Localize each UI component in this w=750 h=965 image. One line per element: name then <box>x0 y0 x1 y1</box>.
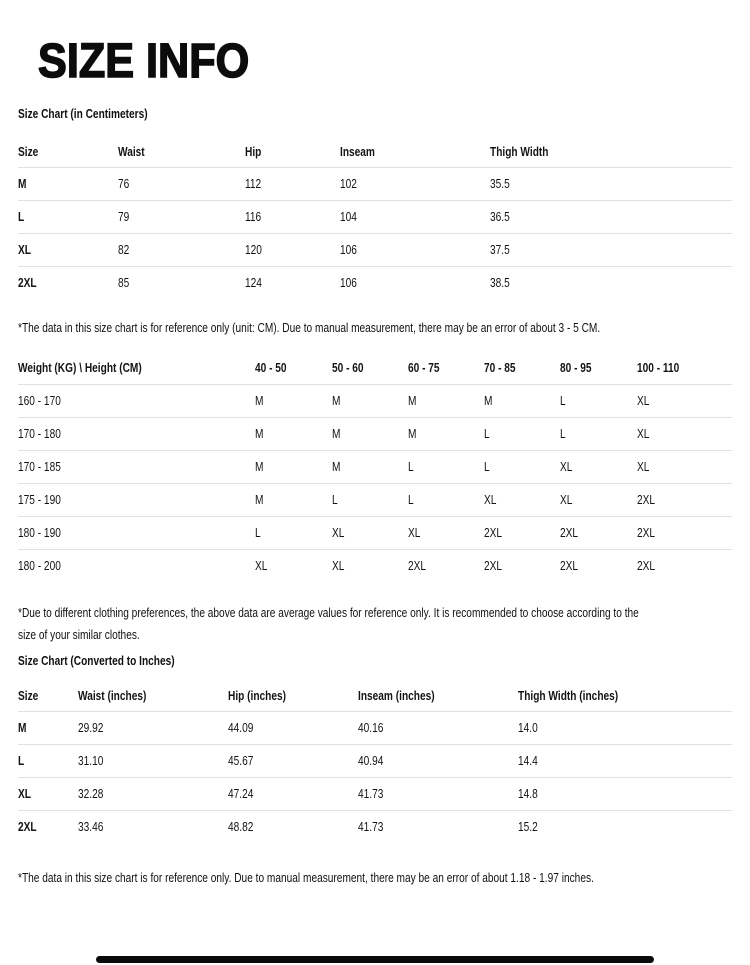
cell <box>484 450 560 483</box>
row-label-text: 160 - 170 <box>18 393 61 408</box>
cell <box>637 549 732 582</box>
cell <box>408 417 484 450</box>
cell <box>484 384 560 417</box>
header-row <box>18 137 732 167</box>
cell <box>78 777 228 810</box>
cell-text: 2XL <box>484 558 503 574</box>
cell-text: 44.09 <box>228 720 254 735</box>
cell-text: XL <box>637 459 650 474</box>
cell-text: L <box>255 525 261 540</box>
cell-text: M <box>255 393 264 408</box>
cell-text: 104 <box>340 209 357 224</box>
table-row <box>18 744 732 777</box>
cell <box>255 549 332 582</box>
cell-text: XL <box>637 426 650 441</box>
cell <box>118 167 245 200</box>
row-label-text: 2XL <box>18 275 37 291</box>
cell <box>340 167 490 200</box>
cell-text: 2XL <box>560 525 579 540</box>
cell-text: 33.46 <box>78 819 104 835</box>
cell <box>228 810 358 843</box>
cell <box>518 711 732 744</box>
row-label <box>18 233 118 266</box>
weight-height-note-line2: size of your similar clothes. <box>18 627 140 642</box>
row-label <box>18 810 78 843</box>
column-header <box>245 137 340 167</box>
column-header-text: 40 - 50 <box>255 359 287 375</box>
table-row <box>18 384 732 417</box>
column-header <box>518 681 732 711</box>
cell-text: M <box>255 426 264 441</box>
cell <box>332 549 408 582</box>
cell <box>255 384 332 417</box>
table-row <box>18 516 732 549</box>
cm-chart-note <box>18 317 732 339</box>
cell-text: 2XL <box>560 558 579 574</box>
cell <box>637 384 732 417</box>
cell <box>560 483 637 516</box>
column-header <box>18 351 255 384</box>
cell-text: 47.24 <box>228 786 254 801</box>
cm-chart-heading-text: Size Chart (in Centimeters) <box>18 106 148 121</box>
cell-text: L <box>408 459 414 474</box>
cell <box>340 200 490 233</box>
cell <box>245 167 340 200</box>
row-label <box>18 167 118 200</box>
cell-text: 14.4 <box>518 753 538 768</box>
cm-size-table <box>18 137 732 299</box>
cell-text: L <box>484 426 490 441</box>
cell-text: 40.16 <box>358 720 384 735</box>
cell-text: XL <box>560 459 573 474</box>
table-row <box>18 810 732 843</box>
cell <box>332 516 408 549</box>
column-header <box>78 681 228 711</box>
cell <box>490 200 732 233</box>
column-header <box>490 137 732 167</box>
cell <box>408 483 484 516</box>
cell <box>255 516 332 549</box>
cell-text: M <box>255 459 264 474</box>
row-label-text: M <box>18 176 27 191</box>
cell <box>560 417 637 450</box>
cell-text: XL <box>637 393 650 408</box>
cell <box>228 711 358 744</box>
cell <box>118 233 245 266</box>
row-label-text: 175 - 190 <box>18 492 61 507</box>
column-header-text: Thigh Width (inches) <box>518 688 619 704</box>
cell <box>255 483 332 516</box>
cell-text: L <box>332 492 338 507</box>
row-label <box>18 516 255 549</box>
cell-text: 124 <box>245 275 262 291</box>
cell-text: XL <box>484 492 497 507</box>
cell-text: L <box>484 459 490 474</box>
row-label-text: 170 - 180 <box>18 426 61 441</box>
row-label-text: XL <box>18 242 31 257</box>
weight-height-note-line1: *Due to different clothing preferences, the above data are average values for reference only. It is recommended to choose according to the <box>18 605 639 620</box>
row-label <box>18 744 78 777</box>
header-row <box>18 351 732 384</box>
cell-text: 102 <box>340 176 357 191</box>
cell-text: 29.92 <box>78 720 104 735</box>
cm-chart-note-text: *The data in this size chart is for reference only (unit: CM). Due to manual measurement, there may be an error of about 3 - 5 CM. <box>18 320 601 335</box>
cell-text: 2XL <box>408 558 427 574</box>
row-label <box>18 384 255 417</box>
cell-text: 85 <box>118 275 130 291</box>
cell <box>408 516 484 549</box>
table-row <box>18 450 732 483</box>
row-label-text: L <box>18 753 25 768</box>
cell <box>340 233 490 266</box>
cell <box>245 266 340 299</box>
cell <box>228 744 358 777</box>
inches-size-table <box>18 681 732 843</box>
column-header-text: Size <box>18 144 39 160</box>
column-header-text: Size <box>18 688 39 704</box>
table-row <box>18 483 732 516</box>
cell-text: XL <box>560 492 573 507</box>
row-label <box>18 777 78 810</box>
cell <box>518 744 732 777</box>
column-header <box>332 351 408 384</box>
cell-text: 31.10 <box>78 753 104 768</box>
column-header-text: Waist <box>118 144 145 160</box>
column-header-text: 60 - 75 <box>408 359 440 375</box>
row-label-text: 180 - 200 <box>18 558 61 574</box>
cell <box>484 417 560 450</box>
cell <box>332 417 408 450</box>
cell <box>228 777 358 810</box>
column-header-text: Waist (inches) <box>78 688 147 704</box>
cell-text: M <box>255 492 264 507</box>
cell-text: 40.94 <box>358 753 384 768</box>
cell-text: 48.82 <box>228 819 254 835</box>
cell-text: 79 <box>118 209 130 224</box>
cell-text: 36.5 <box>490 209 510 224</box>
table-row <box>18 167 732 200</box>
cell <box>118 200 245 233</box>
column-header <box>637 351 732 384</box>
cell <box>560 450 637 483</box>
table-row <box>18 549 732 582</box>
column-header <box>255 351 332 384</box>
cell-text: 15.2 <box>518 819 538 835</box>
table-row <box>18 200 732 233</box>
cell <box>78 744 228 777</box>
row-label-text: 180 - 190 <box>18 525 61 540</box>
column-header <box>18 681 78 711</box>
cell <box>358 810 518 843</box>
column-header-text: Hip (inches) <box>228 688 287 704</box>
cell <box>78 711 228 744</box>
cell-text: 14.0 <box>518 720 538 735</box>
inches-chart-heading <box>18 653 732 669</box>
cell-text: 116 <box>245 209 262 224</box>
cell-text: 41.73 <box>358 819 384 835</box>
header-row <box>18 681 732 711</box>
column-header <box>484 351 560 384</box>
column-header-text: Thigh Width <box>490 144 549 160</box>
row-label <box>18 417 255 450</box>
column-header-text: 100 - 110 <box>637 359 680 375</box>
cell <box>560 549 637 582</box>
column-header-text: Weight (KG) \ Height (CM) <box>18 359 142 375</box>
cell-text: 76 <box>118 176 130 191</box>
cell-text: 112 <box>245 176 262 191</box>
page-title-text: SIZE INFO <box>38 35 250 88</box>
cm-chart-heading <box>18 106 732 122</box>
cell-text: 82 <box>118 242 130 257</box>
page-title <box>38 35 732 88</box>
inches-chart-heading-text: Size Chart (Converted to Inches) <box>18 653 175 668</box>
column-header <box>340 137 490 167</box>
row-label <box>18 711 78 744</box>
column-header-text: Hip <box>245 144 262 160</box>
cell <box>484 516 560 549</box>
row-label-text: M <box>18 720 27 735</box>
row-label-text: L <box>18 209 25 224</box>
cell-text: XL <box>255 558 268 574</box>
cell <box>358 711 518 744</box>
row-label <box>18 450 255 483</box>
cell-text: L <box>408 492 414 507</box>
size-info-page <box>0 35 750 889</box>
table-row <box>18 711 732 744</box>
table-row <box>18 417 732 450</box>
row-label <box>18 483 255 516</box>
cell <box>637 417 732 450</box>
row-label <box>18 266 118 299</box>
cell-text: M <box>484 393 493 408</box>
row-label <box>18 549 255 582</box>
cell-text: 45.67 <box>228 753 254 768</box>
column-header <box>118 137 245 167</box>
cell-text: 2XL <box>637 558 656 574</box>
cell-text: M <box>332 393 341 408</box>
cell-text: 120 <box>245 242 262 257</box>
cell <box>358 777 518 810</box>
cell <box>408 384 484 417</box>
cell-text: 2XL <box>484 525 503 540</box>
cell <box>484 549 560 582</box>
cell-text: 106 <box>340 242 357 257</box>
column-header-text: 50 - 60 <box>332 359 364 375</box>
column-header-text: Inseam <box>340 144 375 160</box>
cell <box>560 516 637 549</box>
column-header <box>408 351 484 384</box>
cell <box>408 450 484 483</box>
cell <box>490 233 732 266</box>
row-label <box>18 200 118 233</box>
cell <box>332 483 408 516</box>
cell <box>255 450 332 483</box>
cell-text: L <box>560 393 566 408</box>
cell-text: 35.5 <box>490 176 510 191</box>
cell-text: 41.73 <box>358 786 384 801</box>
cell <box>484 483 560 516</box>
cell <box>518 810 732 843</box>
cell-text: 106 <box>340 275 357 291</box>
cell <box>637 516 732 549</box>
row-label-text: XL <box>18 786 31 801</box>
cell <box>78 810 228 843</box>
cell <box>118 266 245 299</box>
cell-text: 32.28 <box>78 786 104 801</box>
cell-text: 2XL <box>637 492 656 507</box>
cell-text: 37.5 <box>490 242 510 257</box>
cell-text: 14.8 <box>518 786 538 801</box>
cell <box>637 450 732 483</box>
cell <box>637 483 732 516</box>
column-header-text: 70 - 85 <box>484 359 516 375</box>
row-label-text: 170 - 185 <box>18 459 61 474</box>
cell-text: XL <box>332 525 345 540</box>
table-row <box>18 233 732 266</box>
column-header <box>18 137 118 167</box>
cell-text: M <box>408 426 417 441</box>
weight-height-table <box>18 351 732 582</box>
cell <box>245 233 340 266</box>
inches-chart-note <box>18 867 732 889</box>
cell-text: L <box>560 426 566 441</box>
row-label-text: 2XL <box>18 819 37 835</box>
home-indicator-bar <box>96 956 654 963</box>
cell-text: M <box>332 459 341 474</box>
column-header <box>228 681 358 711</box>
cell <box>332 450 408 483</box>
table-row <box>18 266 732 299</box>
cell <box>332 384 408 417</box>
cell <box>340 266 490 299</box>
weight-height-note <box>18 602 732 646</box>
cell <box>245 200 340 233</box>
cell <box>358 744 518 777</box>
cell <box>518 777 732 810</box>
cell-text: M <box>408 393 417 408</box>
cell-text: 38.5 <box>490 275 510 291</box>
column-header-text: 80 - 95 <box>560 359 592 375</box>
column-header <box>560 351 637 384</box>
cell <box>255 417 332 450</box>
cell-text: 2XL <box>637 525 656 540</box>
cell-text: M <box>332 426 341 441</box>
cell <box>490 167 732 200</box>
column-header-text: Inseam (inches) <box>358 688 435 704</box>
table-row <box>18 777 732 810</box>
column-header <box>358 681 518 711</box>
cell <box>408 549 484 582</box>
cell-text: XL <box>408 525 421 540</box>
cell-text: XL <box>332 558 345 574</box>
inches-chart-note-text: *The data in this size chart is for reference only. Due to manual measurement, there may be an error of about 1.18 - 1.97 inches. <box>18 870 594 885</box>
cell <box>490 266 732 299</box>
cell <box>560 384 637 417</box>
